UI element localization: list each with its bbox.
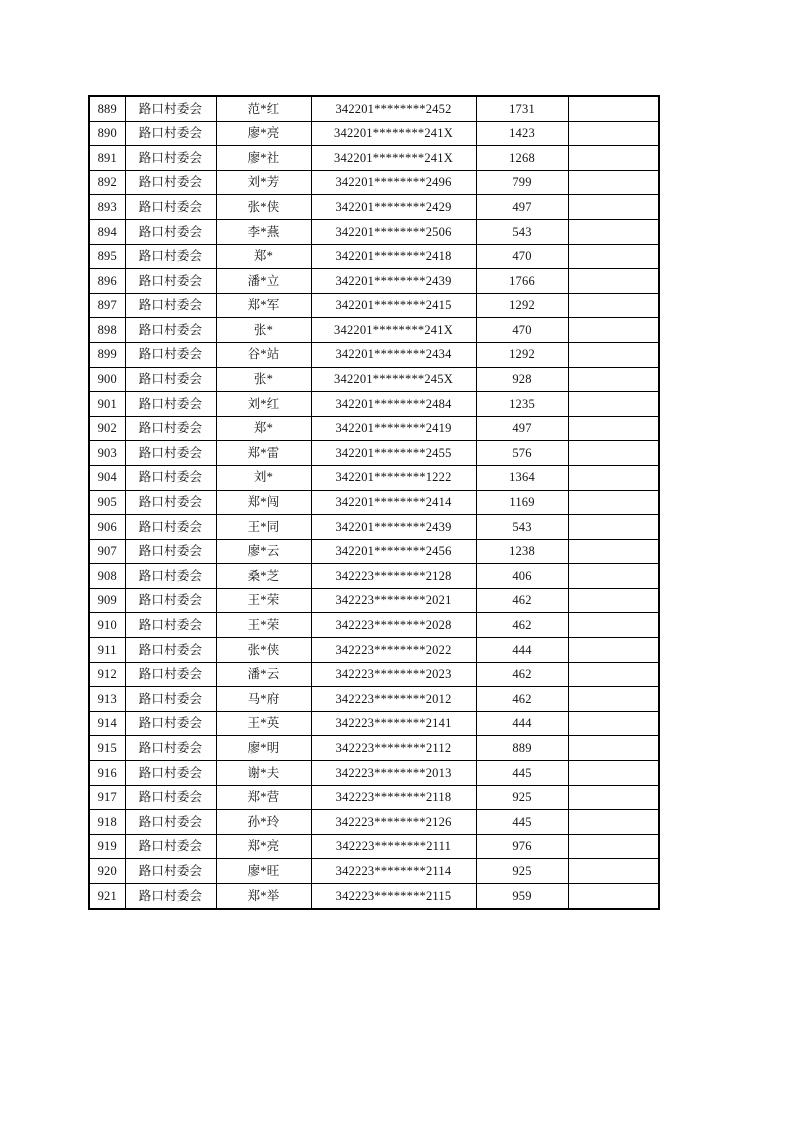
cell-village-committee: 路口村委会 xyxy=(125,465,216,490)
cell-amount: 1766 xyxy=(476,269,568,294)
table-body xyxy=(89,96,659,909)
table-row xyxy=(89,884,659,909)
cell-index: 899 xyxy=(89,342,125,367)
cell-village-committee: 路口村委会 xyxy=(125,219,216,244)
cell-amount: 543 xyxy=(476,515,568,540)
cell-village-committee: 路口村委会 xyxy=(125,441,216,466)
cell-note xyxy=(568,810,659,835)
cell-index: 892 xyxy=(89,170,125,195)
cell-village-committee: 路口村委会 xyxy=(125,96,216,121)
cell-index: 891 xyxy=(89,146,125,171)
table-row xyxy=(89,293,659,318)
cell-masked-id-number: 342223********2128 xyxy=(311,564,476,589)
cell-note xyxy=(568,515,659,540)
table-row xyxy=(89,367,659,392)
cell-masked-name: 郑* xyxy=(216,244,311,269)
cell-amount: 1292 xyxy=(476,293,568,318)
cell-village-committee: 路口村委会 xyxy=(125,392,216,417)
table-row xyxy=(89,515,659,540)
cell-village-committee: 路口村委会 xyxy=(125,736,216,761)
cell-masked-name: 郑* xyxy=(216,416,311,441)
table-row xyxy=(89,736,659,761)
table-row xyxy=(89,465,659,490)
cell-village-committee: 路口村委会 xyxy=(125,146,216,171)
cell-masked-name: 范*红 xyxy=(216,96,311,121)
table-row xyxy=(89,121,659,146)
cell-index: 894 xyxy=(89,219,125,244)
cell-amount: 1268 xyxy=(476,146,568,171)
cell-village-committee: 路口村委会 xyxy=(125,638,216,663)
cell-village-committee: 路口村委会 xyxy=(125,515,216,540)
cell-village-committee: 路口村委会 xyxy=(125,613,216,638)
table-row xyxy=(89,342,659,367)
cell-masked-name: 郑*闯 xyxy=(216,490,311,515)
cell-village-committee: 路口村委会 xyxy=(125,342,216,367)
cell-masked-name: 王*荣 xyxy=(216,613,311,638)
cell-amount: 470 xyxy=(476,244,568,269)
cell-village-committee: 路口村委会 xyxy=(125,195,216,220)
cell-amount: 497 xyxy=(476,195,568,220)
table-row xyxy=(89,588,659,613)
cell-note xyxy=(568,490,659,515)
cell-amount: 799 xyxy=(476,170,568,195)
cell-amount: 1235 xyxy=(476,392,568,417)
cell-note xyxy=(568,687,659,712)
cell-village-committee: 路口村委会 xyxy=(125,416,216,441)
cell-masked-id-number: 342201********2496 xyxy=(311,170,476,195)
cell-note xyxy=(568,269,659,294)
cell-masked-id-number: 342223********2023 xyxy=(311,662,476,687)
cell-masked-id-number: 342201********241X xyxy=(311,121,476,146)
cell-amount: 445 xyxy=(476,810,568,835)
cell-note xyxy=(568,441,659,466)
cell-index: 909 xyxy=(89,588,125,613)
cell-index: 916 xyxy=(89,761,125,786)
table-row xyxy=(89,219,659,244)
cell-note xyxy=(568,564,659,589)
cell-masked-name: 刘*芳 xyxy=(216,170,311,195)
cell-note xyxy=(568,96,659,121)
cell-note xyxy=(568,785,659,810)
cell-note xyxy=(568,170,659,195)
cell-masked-id-number: 342201********2434 xyxy=(311,342,476,367)
cell-note xyxy=(568,367,659,392)
cell-masked-name: 谢*夫 xyxy=(216,761,311,786)
cell-index: 902 xyxy=(89,416,125,441)
cell-masked-id-number: 342201********2439 xyxy=(311,515,476,540)
cell-masked-name: 李*燕 xyxy=(216,219,311,244)
cell-amount: 976 xyxy=(476,834,568,859)
cell-masked-id-number: 342223********2114 xyxy=(311,859,476,884)
cell-note xyxy=(568,293,659,318)
table-row xyxy=(89,269,659,294)
cell-masked-name: 潘*云 xyxy=(216,662,311,687)
cell-masked-id-number: 342201********2419 xyxy=(311,416,476,441)
cell-masked-name: 郑*军 xyxy=(216,293,311,318)
cell-masked-id-number: 342201********2452 xyxy=(311,96,476,121)
cell-note xyxy=(568,244,659,269)
cell-masked-id-number: 342223********2115 xyxy=(311,884,476,909)
cell-village-committee: 路口村委会 xyxy=(125,293,216,318)
cell-amount: 497 xyxy=(476,416,568,441)
cell-note xyxy=(568,539,659,564)
cell-amount: 444 xyxy=(476,638,568,663)
cell-village-committee: 路口村委会 xyxy=(125,859,216,884)
cell-index: 917 xyxy=(89,785,125,810)
cell-index: 897 xyxy=(89,293,125,318)
cell-village-committee: 路口村委会 xyxy=(125,244,216,269)
cell-masked-name: 王*同 xyxy=(216,515,311,540)
cell-index: 896 xyxy=(89,269,125,294)
cell-village-committee: 路口村委会 xyxy=(125,785,216,810)
cell-amount: 543 xyxy=(476,219,568,244)
cell-village-committee: 路口村委会 xyxy=(125,121,216,146)
cell-masked-id-number: 342223********2028 xyxy=(311,613,476,638)
cell-amount: 1169 xyxy=(476,490,568,515)
cell-index: 900 xyxy=(89,367,125,392)
cell-village-committee: 路口村委会 xyxy=(125,564,216,589)
cell-masked-id-number: 342223********2112 xyxy=(311,736,476,761)
cell-village-committee: 路口村委会 xyxy=(125,269,216,294)
cell-village-committee: 路口村委会 xyxy=(125,170,216,195)
cell-note xyxy=(568,219,659,244)
table-row xyxy=(89,416,659,441)
cell-index: 893 xyxy=(89,195,125,220)
table-row xyxy=(89,810,659,835)
table-row xyxy=(89,785,659,810)
cell-masked-name: 郑*亮 xyxy=(216,834,311,859)
cell-village-committee: 路口村委会 xyxy=(125,490,216,515)
cell-masked-id-number: 342223********2021 xyxy=(311,588,476,613)
table-row xyxy=(89,834,659,859)
cell-note xyxy=(568,613,659,638)
table-row xyxy=(89,318,659,343)
cell-note xyxy=(568,736,659,761)
cell-masked-name: 张*侠 xyxy=(216,195,311,220)
cell-masked-name: 孙*玲 xyxy=(216,810,311,835)
cell-village-committee: 路口村委会 xyxy=(125,711,216,736)
cell-index: 914 xyxy=(89,711,125,736)
cell-note xyxy=(568,761,659,786)
table-row xyxy=(89,170,659,195)
cell-amount: 462 xyxy=(476,662,568,687)
cell-masked-name: 谷*站 xyxy=(216,342,311,367)
cell-amount: 1364 xyxy=(476,465,568,490)
cell-masked-name: 廖*社 xyxy=(216,146,311,171)
cell-masked-name: 马*府 xyxy=(216,687,311,712)
cell-amount: 462 xyxy=(476,613,568,638)
cell-masked-id-number: 342201********2439 xyxy=(311,269,476,294)
cell-index: 915 xyxy=(89,736,125,761)
cell-masked-name: 王*荣 xyxy=(216,588,311,613)
cell-amount: 889 xyxy=(476,736,568,761)
cell-masked-name: 郑*营 xyxy=(216,785,311,810)
cell-masked-id-number: 342201********241X xyxy=(311,318,476,343)
cell-masked-name: 郑*举 xyxy=(216,884,311,909)
cell-masked-id-number: 342223********2118 xyxy=(311,785,476,810)
cell-amount: 576 xyxy=(476,441,568,466)
cell-masked-id-number: 342201********2418 xyxy=(311,244,476,269)
cell-note xyxy=(568,711,659,736)
cell-masked-name: 廖*云 xyxy=(216,539,311,564)
cell-amount: 1238 xyxy=(476,539,568,564)
table-row xyxy=(89,490,659,515)
cell-note xyxy=(568,588,659,613)
cell-index: 918 xyxy=(89,810,125,835)
cell-note xyxy=(568,146,659,171)
cell-note xyxy=(568,859,659,884)
cell-amount: 406 xyxy=(476,564,568,589)
cell-masked-id-number: 342223********2013 xyxy=(311,761,476,786)
cell-index: 919 xyxy=(89,834,125,859)
cell-masked-id-number: 342201********2456 xyxy=(311,539,476,564)
cell-note xyxy=(568,834,659,859)
cell-masked-id-number: 342223********2111 xyxy=(311,834,476,859)
table-row xyxy=(89,638,659,663)
cell-masked-id-number: 342201********2415 xyxy=(311,293,476,318)
cell-index: 905 xyxy=(89,490,125,515)
cell-amount: 1731 xyxy=(476,96,568,121)
table-row xyxy=(89,859,659,884)
cell-index: 908 xyxy=(89,564,125,589)
cell-index: 912 xyxy=(89,662,125,687)
cell-masked-id-number: 342223********2012 xyxy=(311,687,476,712)
cell-amount: 444 xyxy=(476,711,568,736)
cell-village-committee: 路口村委会 xyxy=(125,662,216,687)
cell-village-committee: 路口村委会 xyxy=(125,834,216,859)
table-row xyxy=(89,146,659,171)
beneficiary-table xyxy=(88,95,660,910)
cell-amount: 925 xyxy=(476,859,568,884)
cell-village-committee: 路口村委会 xyxy=(125,810,216,835)
table-row xyxy=(89,662,659,687)
cell-index: 921 xyxy=(89,884,125,909)
cell-note xyxy=(568,342,659,367)
cell-amount: 445 xyxy=(476,761,568,786)
cell-index: 911 xyxy=(89,638,125,663)
cell-masked-name: 张* xyxy=(216,367,311,392)
table-row xyxy=(89,441,659,466)
cell-index: 903 xyxy=(89,441,125,466)
cell-index: 910 xyxy=(89,613,125,638)
cell-note xyxy=(568,465,659,490)
table-row xyxy=(89,687,659,712)
cell-index: 907 xyxy=(89,539,125,564)
cell-masked-name: 刘*红 xyxy=(216,392,311,417)
table-row xyxy=(89,613,659,638)
cell-masked-id-number: 342201********2414 xyxy=(311,490,476,515)
table-row xyxy=(89,761,659,786)
cell-masked-name: 廖*明 xyxy=(216,736,311,761)
cell-masked-name: 张*侠 xyxy=(216,638,311,663)
cell-index: 904 xyxy=(89,465,125,490)
cell-amount: 1292 xyxy=(476,342,568,367)
cell-note xyxy=(568,884,659,909)
cell-masked-name: 廖*亮 xyxy=(216,121,311,146)
cell-masked-id-number: 342201********245X xyxy=(311,367,476,392)
cell-masked-name: 潘*立 xyxy=(216,269,311,294)
cell-village-committee: 路口村委会 xyxy=(125,318,216,343)
cell-note xyxy=(568,195,659,220)
cell-index: 901 xyxy=(89,392,125,417)
cell-masked-id-number: 342223********2126 xyxy=(311,810,476,835)
cell-note xyxy=(568,392,659,417)
cell-masked-id-number: 342223********2141 xyxy=(311,711,476,736)
cell-village-committee: 路口村委会 xyxy=(125,687,216,712)
cell-amount: 462 xyxy=(476,588,568,613)
cell-masked-name: 廖*旺 xyxy=(216,859,311,884)
cell-masked-name: 王*英 xyxy=(216,711,311,736)
cell-masked-id-number: 342201********2455 xyxy=(311,441,476,466)
table-row xyxy=(89,539,659,564)
cell-village-committee: 路口村委会 xyxy=(125,588,216,613)
cell-note xyxy=(568,638,659,663)
cell-amount: 462 xyxy=(476,687,568,712)
cell-masked-name: 刘* xyxy=(216,465,311,490)
cell-masked-id-number: 342201********241X xyxy=(311,146,476,171)
cell-index: 920 xyxy=(89,859,125,884)
cell-masked-name: 张* xyxy=(216,318,311,343)
cell-village-committee: 路口村委会 xyxy=(125,367,216,392)
cell-note xyxy=(568,662,659,687)
cell-masked-name: 桑*芝 xyxy=(216,564,311,589)
cell-masked-name: 郑*雷 xyxy=(216,441,311,466)
cell-note xyxy=(568,121,659,146)
cell-amount: 959 xyxy=(476,884,568,909)
cell-index: 895 xyxy=(89,244,125,269)
cell-amount: 470 xyxy=(476,318,568,343)
cell-index: 890 xyxy=(89,121,125,146)
table-row xyxy=(89,195,659,220)
cell-masked-id-number: 342201********2506 xyxy=(311,219,476,244)
table-row xyxy=(89,244,659,269)
cell-index: 898 xyxy=(89,318,125,343)
cell-amount: 925 xyxy=(476,785,568,810)
cell-index: 889 xyxy=(89,96,125,121)
cell-village-committee: 路口村委会 xyxy=(125,539,216,564)
cell-masked-id-number: 342201********2484 xyxy=(311,392,476,417)
table-row xyxy=(89,392,659,417)
table-row xyxy=(89,711,659,736)
cell-index: 913 xyxy=(89,687,125,712)
cell-note xyxy=(568,416,659,441)
cell-village-committee: 路口村委会 xyxy=(125,761,216,786)
cell-village-committee: 路口村委会 xyxy=(125,884,216,909)
cell-index: 906 xyxy=(89,515,125,540)
cell-amount: 928 xyxy=(476,367,568,392)
cell-masked-id-number: 342201********1222 xyxy=(311,465,476,490)
table-row xyxy=(89,564,659,589)
cell-amount: 1423 xyxy=(476,121,568,146)
cell-masked-id-number: 342201********2429 xyxy=(311,195,476,220)
cell-note xyxy=(568,318,659,343)
cell-masked-id-number: 342223********2022 xyxy=(311,638,476,663)
table-row xyxy=(89,96,659,121)
